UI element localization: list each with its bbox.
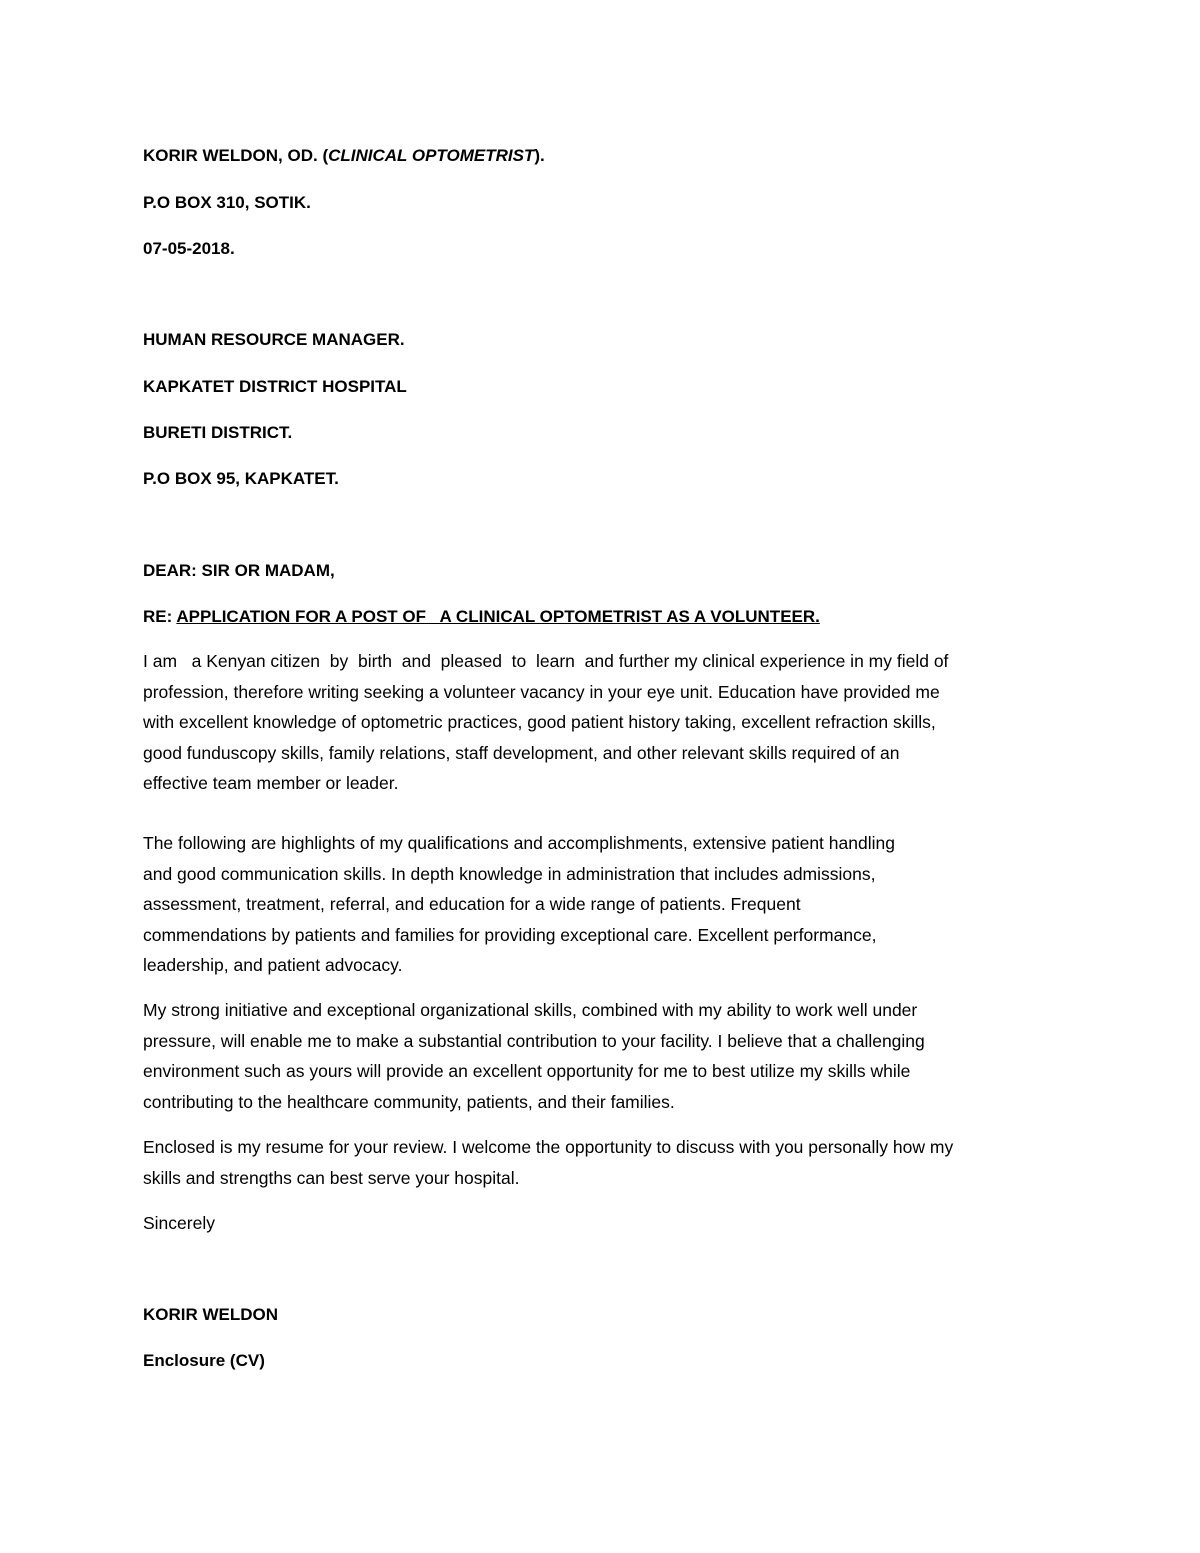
body-paragraph-2 — [143, 828, 1063, 981]
subject-text: APPLICATION FOR A POST OF A CLINICAL OPTOMETRIST AS A VOLUNTEER. — [176, 607, 820, 626]
closing: Sincerely — [143, 1213, 215, 1233]
recipient-line-4: P.O BOX 95, KAPKATET. — [143, 469, 339, 488]
paragraph-line: contributing to the healthcare community, patients, and their families. — [143, 1091, 675, 1112]
paragraph-line: profession, therefore writing seeking a volunteer vacancy in your eye unit. Education have provided me — [143, 681, 940, 702]
paragraph-line: with excellent knowledge of optometric practices, good patient history taking, excellent refraction skills, — [143, 712, 936, 732]
paragraph-line: The following are highlights of my qualifications and accomplishments, extensive patient handling — [143, 833, 895, 853]
recipient-line-3: BURETI DISTRICT. — [143, 423, 293, 442]
paragraph-line: commendations by patients and families for providing exceptional care. Excellent performance, — [143, 924, 877, 945]
paragraph-line: pressure, will enable me to make a substantial contribution to your facility. I believe that a challenging — [143, 1030, 925, 1051]
paragraph-line: skills and strengths can best serve your hospital. — [143, 1167, 520, 1188]
sender-name-line — [143, 146, 545, 166]
sender-name: KORIR WELDON, OD. ( — [143, 146, 329, 165]
paragraph-line: assessment, treatment, referral, and education for a wide range of patients. Frequent — [143, 894, 801, 914]
sender-address: P.O BOX 310, SOTIK. — [143, 193, 311, 212]
enclosure-note: Enclosure (CV) — [143, 1351, 265, 1370]
paragraph-line: and good communication skills. In depth knowledge in administration that includes admissions, — [143, 863, 876, 884]
sender-name-suffix: ). — [534, 146, 545, 165]
sender-title: CLINICAL OPTOMETRIST — [328, 146, 535, 165]
body-paragraph-4 — [143, 1132, 1063, 1193]
recipient-line-2: KAPKATET DISTRICT HOSPITAL — [143, 377, 407, 396]
paragraph-line: effective team member or leader. — [143, 773, 399, 793]
salutation: DEAR: SIR OR MADAM, — [143, 561, 335, 580]
subject-prefix: RE: — [143, 607, 177, 626]
paragraph-line: good funduscopy skills, family relations, staff development, and other relevant skills required of an — [143, 742, 900, 763]
paragraph-line: My strong initiative and exceptional organizational skills, combined with my ability to work well under — [143, 1000, 918, 1020]
recipient-line-1: HUMAN RESOURCE MANAGER. — [143, 330, 405, 349]
signature-name: KORIR WELDON — [143, 1305, 279, 1324]
letter-date: 07-05-2018. — [143, 239, 235, 258]
body-paragraph-3 — [143, 995, 1063, 1117]
paragraph-line: environment such as yours will provide an excellent opportunity for me to best utilize my skills while — [143, 1061, 911, 1081]
body-paragraph-1 — [143, 646, 1063, 799]
subject-line — [143, 607, 820, 627]
paragraph-line: leadership, and patient advocacy. — [143, 955, 403, 975]
paragraph-line: I am a Kenyan citizen by birth and pleased to learn and further my clinical experience in my field of — [143, 651, 949, 671]
paragraph-line: Enclosed is my resume for your review. I welcome the opportunity to discuss with you personally how my — [143, 1137, 954, 1157]
